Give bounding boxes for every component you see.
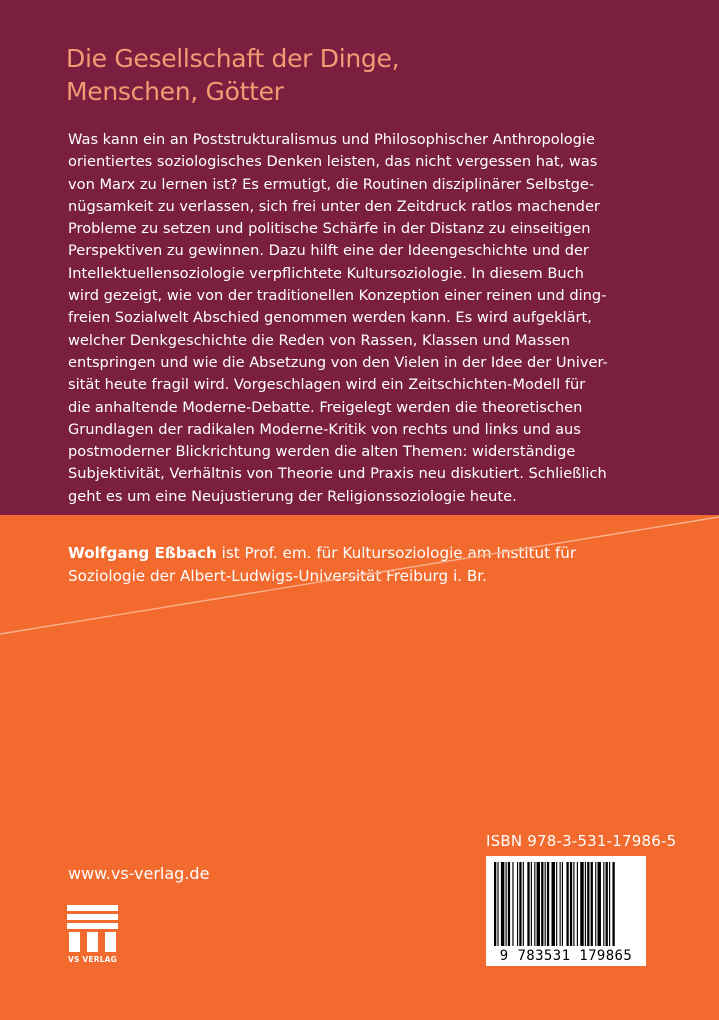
author-affiliation: ist Prof. em. für Kultursoziologie am Institut für [216, 544, 577, 562]
blurb-line: nügsamkeit zu verlassen, sich frei unter den Zeitdruck ratlos machender [68, 197, 600, 215]
barcode [486, 856, 646, 966]
title-line: Die Gesellschaft der Dinge, [66, 44, 400, 73]
blurb-line: wird gezeigt, wie von der traditionellen Konzeption einer reinen und ding- [68, 287, 607, 305]
blurb-line: Subjektivität, Verhältnis von Theorie und Praxis neu diskutiert. Schließlich [68, 465, 607, 483]
blurb-line: postmoderner Blickrichtung werden die alten Themen: widerständige [68, 443, 576, 461]
blurb-line: Perspektiven zu gewinnen. Dazu hilft eine der Ideengeschichte und der [68, 242, 589, 260]
title-line: Menschen, Götter [66, 77, 284, 106]
logo-text: VS VERLAG [67, 955, 118, 964]
blurb-line: entspringen und wie die Absetzung von den Vielen in der Idee der Univer- [68, 353, 608, 371]
blurb-line: orientiertes soziologisches Denken leisten, das nicht vergessen hat, was [68, 153, 598, 171]
blurb-line: welcher Denkgeschichte die Reden von Rassen, Klassen und Massen [68, 331, 571, 349]
blurb-line: die anhaltende Moderne-Debatte. Freigelegt werden die theoretischen [68, 398, 583, 416]
isbn-label: ISBN 978-3-531-17986-5 [486, 832, 677, 850]
barcode-digits: 9 783531 179865 [499, 948, 633, 964]
blurb-line: Probleme zu setzen und politische Schärfe in der Distanz zu einseitigen [68, 220, 591, 238]
blurb-line: Grundlagen der radikalen Moderne-Kritik von rechts und links und aus [68, 420, 581, 438]
publisher-url[interactable]: www.vs-verlag.de [68, 864, 210, 883]
blurb-line: von Marx zu lernen ist? Es ermutigt, die Routinen disziplinärer Selbstge- [68, 175, 595, 193]
blurb-line: Intellektuellensoziologie verpflichtete Kultursoziologie. In diesem Buch [68, 264, 584, 282]
author-name: Wolfgang Eßbach [68, 544, 217, 562]
blurb-line: freien Sozialwelt Abschied genommen werden kann. Es wird aufgeklärt, [68, 309, 592, 327]
author-line: Soziologie der Albert-Ludwigs-Universität Freiburg i. Br. [68, 566, 487, 585]
publisher-logo [67, 905, 118, 967]
blurb-line: geht es um eine Neujustierung der Religionssoziologie heute. [68, 487, 517, 505]
blurb-line: Was kann ein an Poststrukturalismus und Philosophischer Anthropologie [68, 131, 595, 148]
blurb-line: sität heute fragil wird. Vorgeschlagen wird ein Zeitschichten-Modell für [68, 376, 586, 394]
